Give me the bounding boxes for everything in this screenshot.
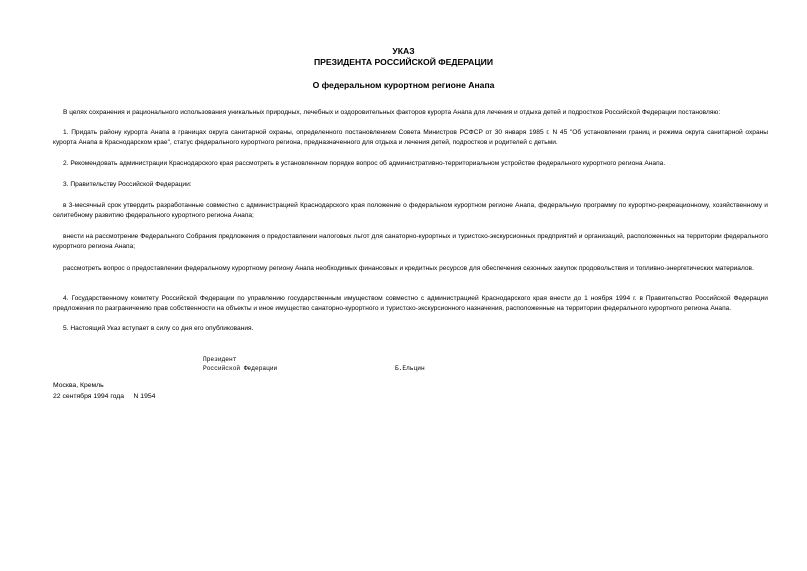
paragraph-5: 5. Настоящий Указ вступает в силу со дня его опубликования.	[63, 325, 254, 332]
decree-subtitle: О федеральном курортном регионе Анапа	[312, 80, 495, 90]
paragraph-3: 3. Правительству Российской Федерации:	[63, 181, 192, 188]
preamble-paragraph: В целях сохранения и рационального использования уникальных природных, лечебных и оздоровительных факторов курорта Анапа для лечения и отдыха детей и подростков Российской Федерации постановляю:	[63, 109, 721, 116]
signature-name: Б.Ельцин	[395, 365, 425, 372]
paragraph-1: 1. Придать району курорта Анапа в границах округа санитарной охраны, определенного постановлением Совета Министров РСФСР от 30 января 1985 г. N 45 "Об установлении границ и режима округа санитарной охраны курорта Анапа в Краснодарском крае", статус федерального курортного региона, предназначенного для отдыха и лечения детей, подростков и родителей с детьми.	[53, 129, 768, 147]
signature-role-line1: Президент	[203, 356, 237, 363]
footer-place: Москва, Кремль	[53, 382, 104, 389]
paragraph-3a: в 3-месячный срок утвердить разработанные совместно с администрацией Краснодарского края положение о федеральном курортном регионе Анапа, федеральную программу по курортно-рекреационному, хозяйственному и селитебному развитию федерального курортного региона Анапа;	[53, 202, 768, 220]
decree-heading: УКАЗ	[392, 46, 415, 56]
footer-date-number: 22 сентября 1994 года N 1954	[53, 393, 156, 400]
paragraph-3c: рассмотреть вопрос о предоставлении федеральному курортному региону Анапа необходимых финансовых и кредитных ресурсов для обеспечения сезонных закупок продовольствия и топливно-энергетических материалов.	[63, 265, 754, 272]
decree-issuer: ПРЕЗИДЕНТА РОССИЙСКОЙ ФЕДЕРАЦИИ	[313, 57, 494, 67]
paragraph-4: 4. Государственному комитету Российской Федерации по управлению государственным имуществом совместно с администрацией Краснодарского края внести до 1 ноября 1994 г. в Правительство Российской Федерации предложения по разграничению прав собственности на объекты и иное имущество санаторно-курортного и туристско-экскурсионного назначения, расположенные на территории федерального курортного региона Анапа.	[53, 295, 768, 313]
signature-role-line2: Российской Федерации	[203, 365, 278, 372]
paragraph-2: 2. Рекомендовать администрации Краснодарского края рассмотреть в установленном порядке вопрос об административно-территориальном устройстве федерального курортного региона Анапа.	[63, 160, 666, 167]
paragraph-3b: внести на рассмотрение Федерального Собрания предложения о предоставлении налоговых льгот для санаторно-курортных и туристско-экскурсионных предприятий и организаций, расположенных на территории федерального курортного региона Анапа;	[53, 233, 768, 251]
